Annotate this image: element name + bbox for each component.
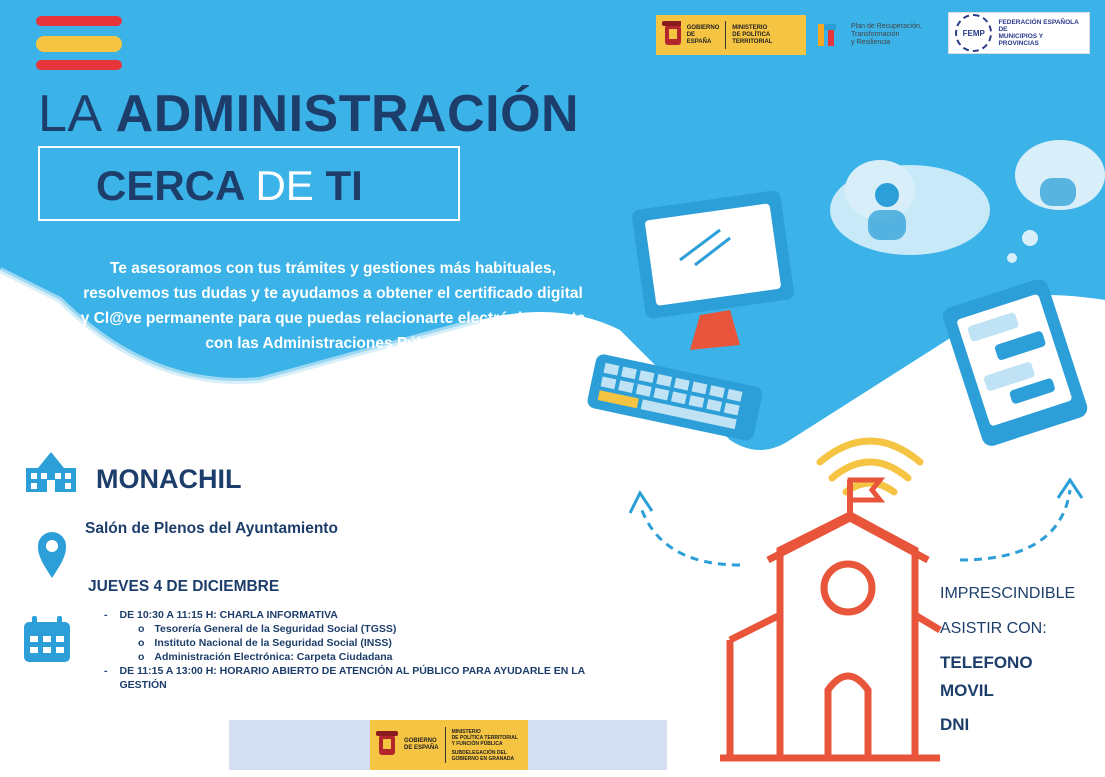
venue: Salón de Plenos del Ayuntamiento	[85, 520, 338, 537]
femp-name: FEDERACIÓN ESPAÑOLA DE MUNICIPIOS Y PROVINCIAS	[998, 19, 1079, 47]
title-prefix: LA	[38, 85, 103, 143]
schedule-text: DE 11:15 A 13:00 H: HORARIO ABIERTO DE ATENCIÓN AL PÚBLICO PARA AYUDARLE EN LA GESTIÓN	[119, 665, 585, 691]
requirement-item1a: TELEFONO	[940, 653, 1033, 672]
bullet: -	[104, 609, 108, 621]
sub-item	[104, 650, 624, 664]
town-name: MONACHIL	[96, 464, 242, 494]
title-main: ADMINISTRACIÓN	[115, 85, 580, 143]
sub-item	[104, 622, 624, 636]
subdelegacion-logo	[370, 720, 528, 770]
ministerio-text: MINISTERIO DE POLÍTICA TERRITORIAL	[732, 24, 773, 45]
subtitle	[96, 162, 363, 210]
town-hall-illustration	[720, 410, 950, 765]
schedule-list	[104, 608, 624, 692]
sub-bullet: o	[138, 651, 145, 663]
gobierno-logo	[656, 15, 806, 55]
event-date: JUEVES 4 DE DICIEMBRE	[88, 578, 280, 595]
requirement-line2: ASISTIR CON:	[940, 620, 1047, 637]
schedule-item	[104, 608, 624, 622]
flag-red-bottom	[36, 60, 122, 70]
bottom-subdelegacion-text: SUBDELEGACIÓN DEL GOBIERNO EN GRANADA	[451, 749, 515, 762]
flag-red-top	[36, 16, 122, 26]
coat-of-arms-icon	[662, 21, 681, 49]
subtitle-ti: TI	[325, 162, 363, 209]
femp-badge: FEMP	[962, 28, 985, 38]
schedule-text: DE 10:30 A 11:15 H: CHARLA INFORMATIVA	[119, 609, 338, 621]
requirement-item1b: MOVIL	[940, 681, 994, 700]
intro-text: Te asesoramos con tus trámites y gestiones más habituales, resolvemos tus dudas y te ayudamos a obtener el certificado digital y Cl@ve permanente para que puedas relacionarte electrónicamente con las Administraciones Públicas	[80, 260, 586, 352]
femp-logo	[948, 12, 1090, 54]
location-pin-icon	[36, 530, 68, 580]
subtitle-cerca: CERCA	[96, 162, 244, 209]
sub-bullet: o	[138, 623, 145, 635]
bullet: -	[104, 665, 108, 677]
tablet-illustration	[930, 280, 1100, 450]
calendar-icon	[22, 614, 72, 664]
gobierno-text: GOBIERNO DE ESPAÑA	[686, 24, 720, 45]
sub-item-text: Instituto Nacional de la Seguridad Social (INSS)	[154, 637, 392, 649]
user-avatars-illustration	[860, 175, 1080, 265]
requirement-line1: IMPRESCINDIBLE	[940, 585, 1076, 602]
subtitle-de: DE	[255, 162, 314, 209]
bottom-ministerio-text: MINISTERIO DE POLÍTICA TERRITORIAL Y FUNCIÓN PÚBLICA	[451, 728, 518, 747]
flag-yellow	[36, 36, 122, 52]
sub-item-text: Administración Electrónica: Carpeta Ciudadana	[154, 651, 393, 663]
plan-logo-icon	[816, 20, 846, 50]
dashed-arrow-right	[950, 470, 1090, 570]
schedule-item	[104, 664, 624, 692]
page-title	[38, 84, 579, 144]
coat-of-arms-icon	[376, 731, 398, 759]
sub-item	[104, 636, 624, 650]
plan-recuperacion-logo	[816, 20, 922, 50]
sub-bullet: o	[138, 637, 145, 649]
building-icon	[24, 448, 78, 494]
requirement-item2: DNI	[940, 715, 970, 734]
sub-item-text: Tesorería General de la Seguridad Social (TGSS)	[154, 623, 397, 635]
plan-text: Plan de Recuperación, Transformación y Resiliencia	[851, 23, 922, 46]
bottom-gobierno-text: GOBIERNO DE ESPAÑA	[404, 738, 439, 751]
dashed-arrow-left	[620, 475, 770, 575]
